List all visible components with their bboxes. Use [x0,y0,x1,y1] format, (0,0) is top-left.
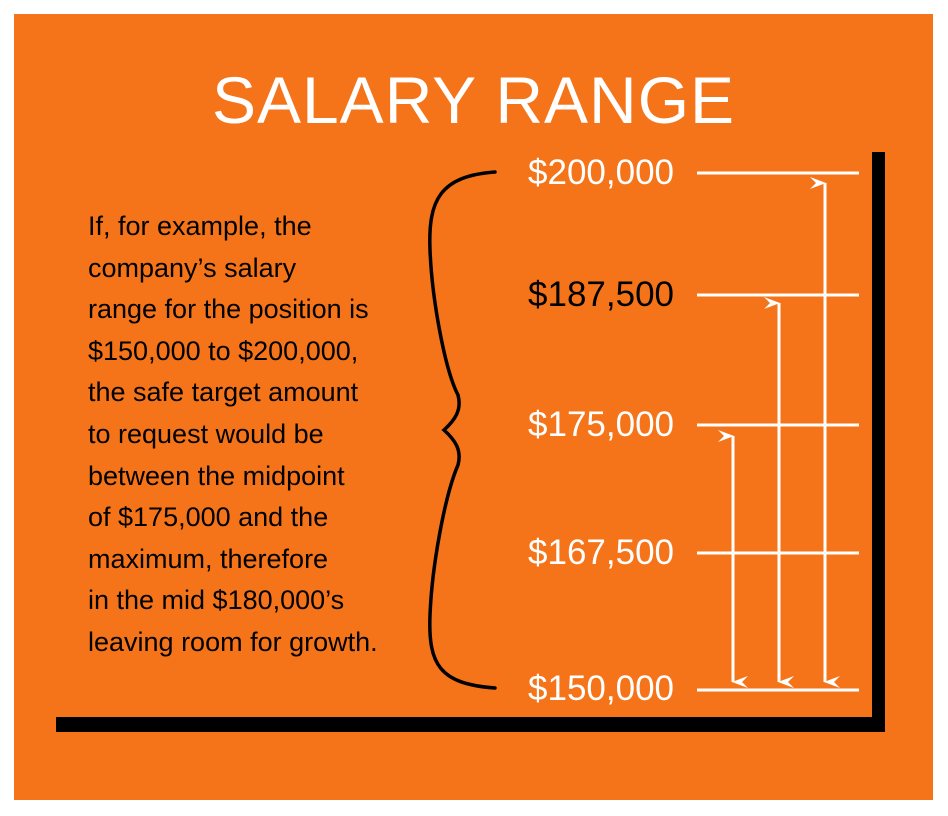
explanation-line: If, for example, the [88,211,312,241]
explanation-line: range for the position is [88,294,369,325]
explanation-line: leaving room for growth. [88,626,378,657]
explanation-line: $150,000 to $200,000, [88,335,359,366]
frame-right-bar [872,152,885,732]
level-label-167500: $167,500 [528,533,674,572]
explanation-line: in the mid $180,000’s [88,585,345,616]
explanation-line: to request would be [88,418,324,449]
level-label-187500: $187,500 [528,275,674,314]
level-label-200000: $200,000 [528,153,674,192]
level-label-150000: $150,000 [528,669,674,708]
explanation-line: of $175,000 and the [88,502,329,533]
explanation-line: maximum, therefore [88,543,329,574]
page-title: SALARY RANGE [211,63,736,137]
explanation-line: company’s salary [88,252,297,283]
frame-bottom-bar [56,717,885,732]
explanation-line: between the midpoint [88,460,345,491]
explanation-line: the safe target amount [88,377,359,408]
curly-brace [430,172,495,688]
level-label-175000: $175,000 [528,405,674,444]
